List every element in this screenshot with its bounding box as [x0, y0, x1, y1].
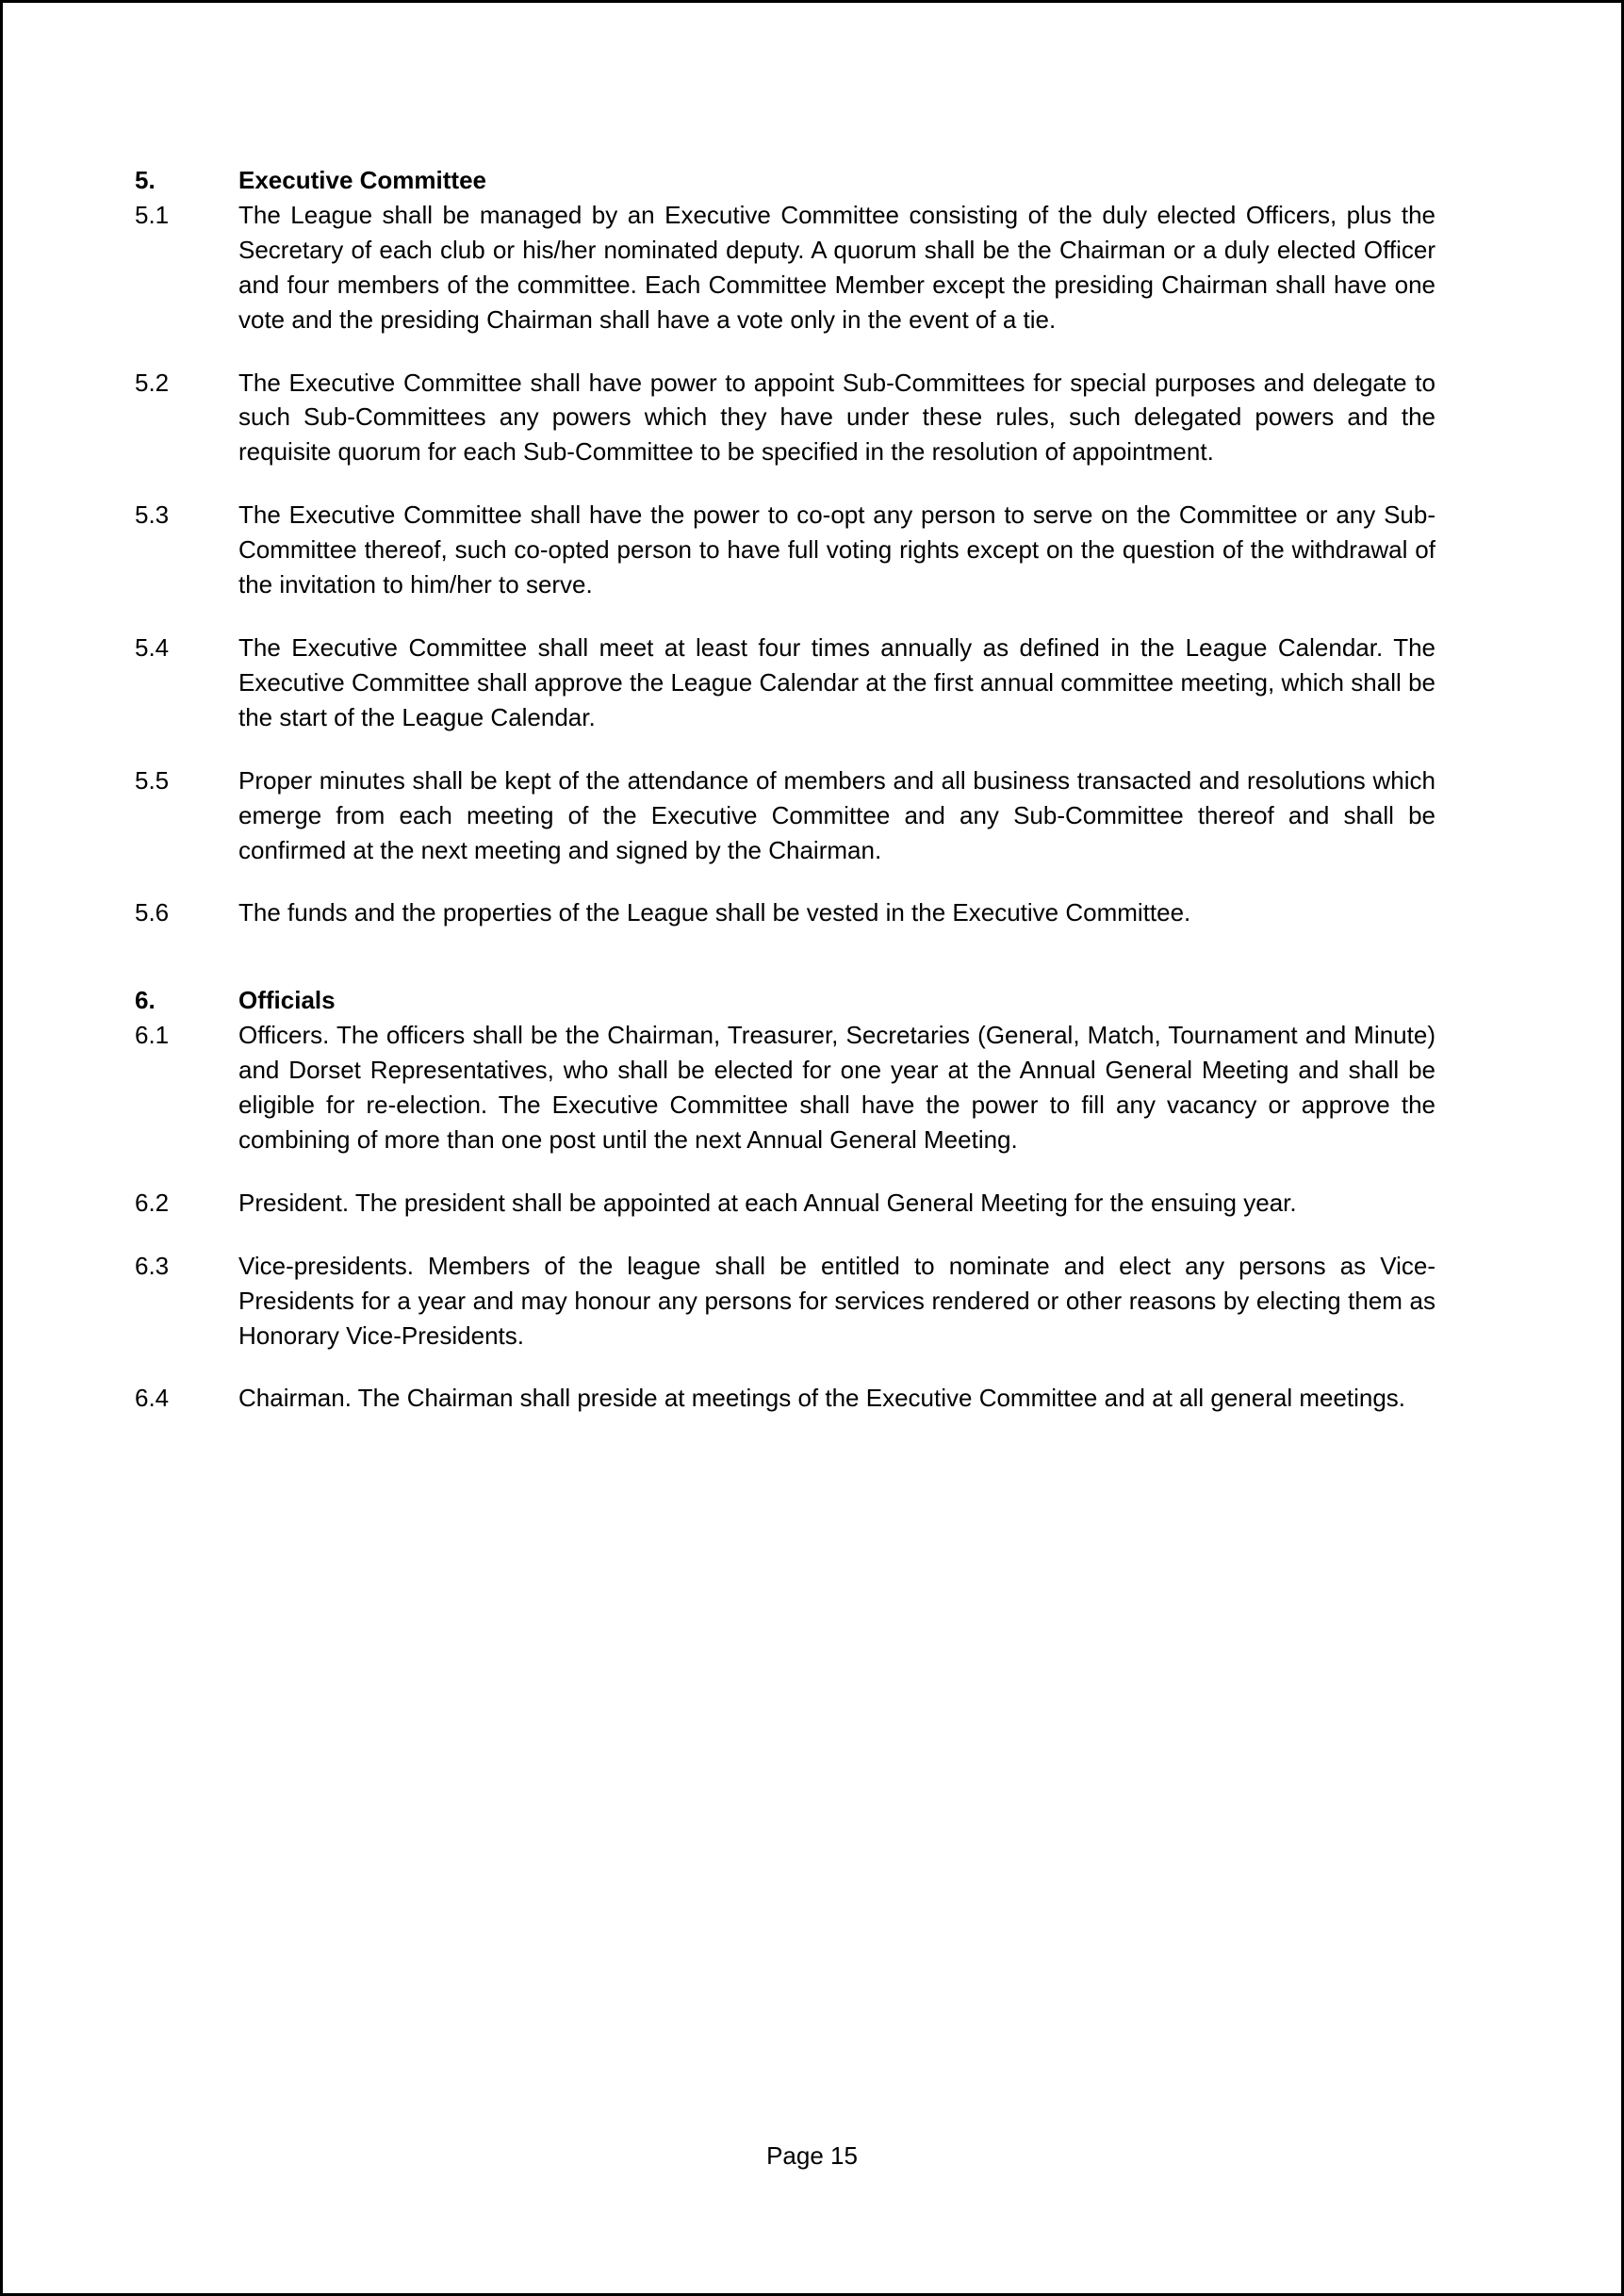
clause-text: The funds and the properties of the League shall be vested in the Executive Committee.: [238, 898, 1191, 927]
section-title: Officials: [238, 986, 336, 1015]
section-heading: [135, 983, 1435, 1018]
clause-5-6: [135, 895, 1435, 930]
clause-text: The Executive Committee shall have power to appoint Sub-Committees for special purposes and delegate to such Sub-Committees any powers which they have under these rules, such delegated powers and the requisite quorum for each Sub-Committee to be specified in the resolution of appointment.: [238, 368, 1435, 467]
section-officials: [135, 983, 1435, 1416]
clause-6-2: [135, 1186, 1435, 1221]
clause-number: 6.4: [135, 1384, 170, 1413]
clause-number: 6.2: [135, 1188, 170, 1217]
clause-number: 5.6: [135, 898, 170, 927]
page-footer: Page 15: [766, 2141, 858, 2170]
section-spacer: [135, 959, 1435, 983]
clause-text: The Executive Committee shall have the power to co-opt any person to serve on the Committee or any Sub-Committee thereof, such co-opted person to have full voting rights except on the question of the withdrawal of the invitation to him/her to serve.: [238, 500, 1435, 599]
clause-text: Chairman. The Chairman shall preside at meetings of the Executive Committee and at all general meetings.: [238, 1384, 1406, 1413]
section-number: 6.: [135, 986, 156, 1015]
clause-6-3: [135, 1249, 1435, 1353]
clause-text: Vice-presidents. Members of the league shall be entitled to nominate and elect any persons as Vice-Presidents for a year and may honour any persons for services rendered or other reasons by electing them as Honorary Vice-Presidents.: [238, 1251, 1435, 1350]
clause-text: President. The president shall be appointed at each Annual General Meeting for the ensuing year.: [238, 1188, 1297, 1217]
clause-text: The Executive Committee shall meet at least four times annually as defined in the League Calendar. The Executive Committee shall approve the League Calendar at the first annual committee meeting, which shall be the start of the League Calendar.: [238, 632, 1435, 731]
document-body: [135, 163, 1435, 1444]
clause-number: 5.1: [135, 200, 170, 229]
clause-number: 5.4: [135, 632, 170, 662]
clause-5-5: [135, 763, 1435, 868]
section-executive-committee: [135, 163, 1435, 930]
clause-number: 5.2: [135, 368, 170, 397]
clause-number: 5.5: [135, 765, 170, 795]
section-number: 5.: [135, 166, 156, 194]
clause-6-1: [135, 1018, 1435, 1157]
section-title: Executive Committee: [238, 166, 486, 194]
clause-number: 6.1: [135, 1021, 170, 1050]
clause-5-4: [135, 631, 1435, 735]
clause-6-4: [135, 1381, 1435, 1416]
clause-number: 5.3: [135, 500, 170, 530]
section-heading: [135, 163, 1435, 198]
clause-text: Officers. The officers shall be the Chairman, Treasurer, Secretaries (General, Match, Tournament and Minute) and Dorset Representatives, who shall be elected for one year at the Annual General Meeting and shall be eligible for re-election. The Executive Committee shall have the power to fill any vacancy or approve the combining of more than one post until the next Annual General Meeting.: [238, 1021, 1435, 1154]
clause-number: 6.3: [135, 1251, 170, 1280]
clause-5-3: [135, 498, 1435, 602]
clause-5-1: [135, 198, 1435, 337]
clause-5-2: [135, 366, 1435, 470]
clause-text: The League shall be managed by an Executive Committee consisting of the duly elected Officers, plus the Secretary of each club or his/her nominated deputy. A quorum shall be the Chairman or a duly elected Officer and four members of the committee. Each Committee Member except the presiding Chairman shall have one vote and the presiding Chairman shall have a vote only in the event of a tie.: [238, 200, 1435, 334]
clause-text: Proper minutes shall be kept of the attendance of members and all business transacted and resolutions which emerge from each meeting of the Executive Committee and any Sub-Committee thereof and shall be confirmed at the next meeting and signed by the Chairman.: [238, 765, 1435, 864]
